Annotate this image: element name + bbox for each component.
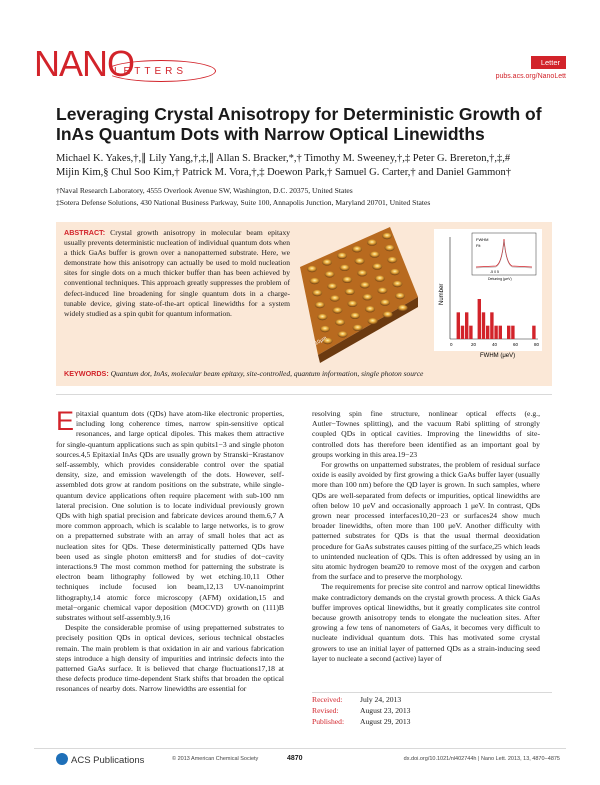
histogram-x-tick: 0 [450,342,453,347]
date-revised-label: Revised: [312,705,339,715]
drop-cap: E [56,406,75,436]
afm-dot [347,301,357,307]
histogram-bar [494,326,497,339]
afm-dot [362,294,372,300]
histogram-bar [499,326,502,339]
body-column-right [312,409,540,664]
afm-dot [350,313,360,319]
inset-tick-labels: -5 0 5 [490,270,499,274]
author-line-1: Michael K. Yakes,†,∥ Lily Yang,†,‡,∥ Allan S. Bracker,*,† Timothy M. Sweeney,†,‡ Peter G. Brereton,†,‡,# [56,153,511,164]
date-received-value: July 24, 2013 [360,695,402,704]
acs-publications-logo[interactable] [56,753,144,766]
affiliation-1: †Naval Research Laboratory, 4555 Overlook Avenue SW, Washington, D.C. 20375, United States [56,186,353,195]
afm-scale-label: 10μm [314,335,328,347]
acs-logo-text: ACS Publications [71,755,145,766]
logo-letters-text: LETTERS [114,66,188,77]
histogram-x-tick: 40 [492,342,498,347]
histogram-y-label: Number [439,283,445,305]
afm-dot [368,318,378,324]
histogram-bar [511,326,514,339]
afm-dot [307,266,317,272]
right-paragraph-3: The requirements for precise site control and narrow optical linewidths make contradictory demands on the crystal growth process. A thick GaAs buffer improves optical linewidths, but it greatly complicates site control because growth anisotropy tends to elongate the nucleation sites. After growing a few tens of nanometers of GaAs, it becomes very difficult to nucleate individual quantum dots. This has motivated some crystal growers to use an initial layer of patterned QDs as a strain-inducing seed layer to nucleate a second (active) layer of [312,582,540,663]
histogram-bar [461,326,464,339]
afm-dot [325,271,335,277]
footer-divider [34,748,566,749]
publication-dates [312,695,552,727]
histogram-x-tick: 80 [534,342,540,347]
histogram-bar [457,312,460,339]
afm-dot [382,233,392,239]
afm-dot [387,257,397,263]
afm-dot [320,326,330,332]
afm-dot [342,277,352,283]
abstract-graphic [300,227,546,363]
inset-legend-fwhm: FWHM [476,237,489,242]
date-published-label: Published: [312,716,345,726]
dates-divider [312,692,552,693]
histogram-bar [532,326,535,339]
histogram-bar [478,299,481,339]
afm-dot [310,278,320,284]
inset-x-label: Detuning (μeV) [488,277,512,281]
date-revised-value: August 23, 2013 [360,705,411,715]
article-type-badge: Letter [531,56,566,69]
keywords [64,369,544,378]
intro-paragraph-1-text: pitaxial quantum dots (QDs) have atom-like electronic properties, including long coherence times, narrow spin-sensitive optical resonances, and large optical dipoles. This makes them attractive for single-quantum applications such as spin qubits1−3 and single photon sources.4,5 Epitaxial InAs QDs are usually grown by Stranski−Krastanov self-assembly, which provides considerable control over the spatial density, size, and emission wavelength of the dots. However, self-assembled dots grow at random positions on the substrate, while single-quantum device applications often require placement with sub-100 nm lateral precision. One solution is to locate individual previously grown QDs with high spatial precision and fabricate devices around them.6,7 A more common approach, which is scalable to large networks, is to grow on a prepatterned substrate with an array of small holes that act as nucleation sites for QDs. These deterministically patterned QDs have been used as single photon emitters8 and for studies of dot−cavity interactions.9 The most common method for patterning the substrate is electron beam lithography followed by wet etching.10,11 Other techniques include focused ion beam,12,13 UV-nanoimprint lithography,14 atomic force microscopy (AFM) oxidation,15 and metal−organic chemical vapor deposition (MOCVD) growth on (111)B substrates without self-assembly.9,16 [56,409,284,623]
afm-dot [353,325,363,331]
right-paragraph-1: resolving spin fine structure, nonlinear optical effects (e.g., Autler−Townes splitting), and the vacuum Rabi splitting of strongly coupled QDs in optical cavities. Improving the linewidths of site-controlled dots has therefore been identified as an important goal by groups working in this area.19−23 [312,409,540,459]
afm-dot [337,253,347,259]
author-list [56,152,556,179]
afm-dot [335,319,345,325]
histogram-x-tick: 20 [471,342,477,347]
body-column-left [56,406,284,695]
afm-dot [380,299,390,305]
afm-dot [398,305,408,311]
histogram-bar [490,312,493,339]
afm-dot [332,307,342,313]
afm-dot [357,270,367,276]
journal-url-link[interactable]: pubs.acs.org/NanoLett [495,73,566,80]
afm-dot [345,289,355,295]
intro-paragraph-1 [56,406,284,623]
date-published [312,717,552,728]
histogram-bar [469,326,472,339]
afm-dot [360,282,370,288]
histogram-chart [434,229,542,359]
copyright-notice: © 2013 American Chemical Society [172,756,259,762]
afm-dot [372,263,382,269]
date-received-label: Received: [312,695,343,704]
histogram-bar [507,326,510,339]
afm-dot [340,265,350,271]
afm-dot [315,302,325,308]
keywords-text: Quantum dot, InAs, molecular beam epitaxy, site-controlled, quantum information, single photon source [110,369,424,378]
histogram-x-tick: 60 [513,342,519,347]
article-title: Leveraging Crystal Anisotropy for Deterministic Growth of InAs Quantum Dots with Narrow Optical Linewidths [56,104,542,144]
date-revised [312,706,552,717]
doi-citation-link[interactable]: dx.doi.org/10.1021/nl402744h | Nano Lett. 2013, 13, 4870−4875 [403,756,560,762]
author-line-2: Mijin Kim,§ Chul Soo Kim,† Patrick M. Vora,†,‡ Doewon Park,† Samuel G. Carter,† and Daniel Gammon† [56,166,512,178]
keywords-label: KEYWORDS: [64,369,109,378]
afm-dot [338,331,348,337]
afm-dot [352,246,362,252]
abstract-label: ABSTRACT: [64,228,106,237]
inset-legend-fit: Fit [476,243,481,248]
afm-dot [390,269,400,275]
date-received [312,695,552,706]
afm-dot [385,245,395,251]
linewidth-inset [472,233,536,281]
page-number: 4870 [287,755,303,762]
abstract-text-block [64,228,290,319]
histogram-bar [486,326,489,339]
histogram-bar [482,312,485,339]
afm-dot [395,293,405,299]
afm-dot [377,287,387,293]
histogram-x-label: FWHM (μeV) [480,353,516,359]
afm-image [300,227,418,363]
date-published-value: August 29, 2013 [360,716,411,726]
afm-dot [355,258,365,264]
afm-dot [392,281,402,287]
histogram-bar [465,312,468,339]
afm-dot [327,283,337,289]
intro-paragraph-2: Despite the considerable promise of using prepatterned substrates to precisely position QDs in optical devices, serious technical obstacles remain. The main problem is that oxidation in air and various fabrication steps introduce a high density of impurities and intrinsic defects into the patterned GaAs surface. It is believed that charge fluctuations17,18 at these defects produce time-dependent Stark shifts that broaden the optical resonances of nearby dots. Narrow linewidths are essential for [56,623,284,694]
afm-dot [365,306,375,312]
right-paragraph-2: For growths on unpatterned substrates, the problem of residual surface oxide is easily avoided by first growing a thick GaAs buffer layer (usually more than 100 nm) before the QD layer is grown. In such samples, where QDs are well-separated from defects or impurities, optical linewidths are often below 10 μeV and occasionally approach 1 μeV. In contrast, QDs grown near processed interfaces10,20−23 or surfaces24 show much broader linewidths, often more than 100 μeV. Another difficulty with patterned substrates for QDs is that the usual thermal deoxidation procedure for GaAs substrates causes pitting of the surface,25 which leads to unintended nucleation of QDs. This is often addressed by using an in situ atomic hydrogen beam20 to remove most of the oxygen and carbon from the surface and to preserve the morphology. [312,460,540,582]
abstract-box [56,222,552,386]
acs-logo-icon [56,753,68,765]
affiliation-2: ‡Sotera Defense Solutions, 430 National Business Parkway, Suite 100, Annapolis Junction, Maryland 20701, United States [56,198,431,207]
afm-dot [322,259,332,265]
afm-dot [375,275,385,281]
afm-dot [383,311,393,317]
afm-dot [370,251,380,257]
afm-dot [312,290,322,296]
logo-nano-text: NANO [34,43,135,84]
section-divider [56,394,552,395]
afm-dot [367,239,377,245]
journal-logo [34,44,234,88]
afm-dot [330,295,340,301]
afm-dot [317,314,327,320]
abstract-body: Crystal growth anisotropy in molecular beam epitaxy usually prevents deterministic nucleation of individual quantum dots when a thick GaAs buffer is grown over a nanopatterned substrate. Here, we demonstrate how this anisotropy can actually be used to mold nucleation sites for single dots on a much thicker buffer than has been achieved by conventional techniques. This approach greatly suppresses the problem of defect-induced line broadening for single quantum dots in a charge-tunable device, giving state-of-the-art optical linewidths for a system widely studied as a spin qubit for quantum information. [64,228,291,318]
